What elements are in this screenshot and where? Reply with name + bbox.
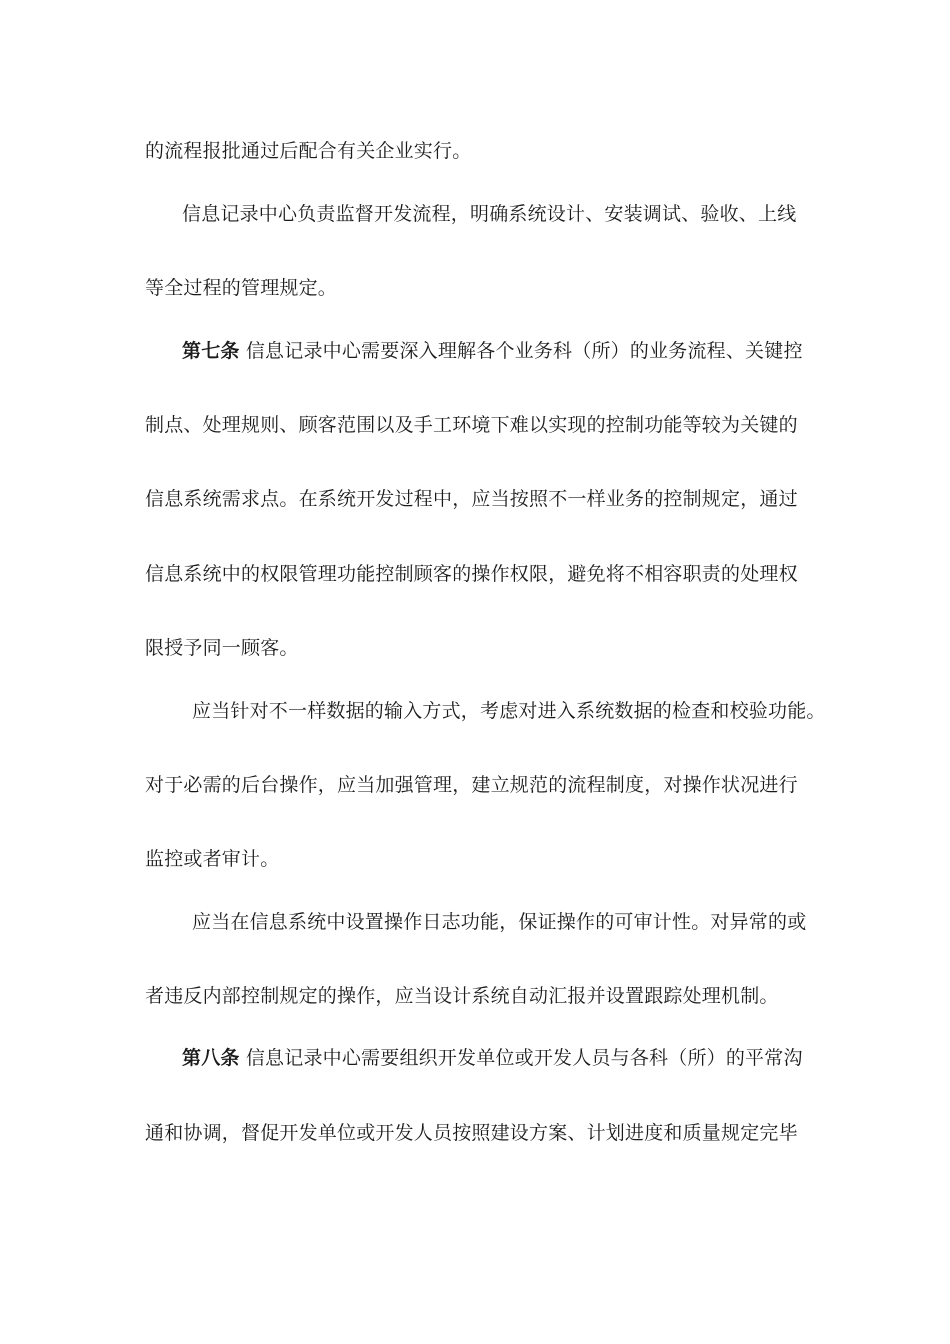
paragraph-line (145, 412, 798, 438)
line-text: 的流程报批通过后配合有关企业实行。 (145, 140, 472, 162)
paragraph-line (145, 846, 279, 872)
line-text: 制点、处理规则、顾客范围以及手工环境下难以实现的控制功能等较为关键的 (145, 414, 798, 436)
line-text: 等全过程的管理规定。 (145, 277, 338, 299)
paragraph-line (145, 1120, 798, 1146)
line-text: 信息记录中心需要组织开发单位或开发人员与各科（所）的平常沟 (245, 1047, 803, 1069)
paragraph-line (182, 201, 796, 227)
line-text: 信息系统中的权限管理功能控制顾客的操作权限，避免将不相容职责的处理权 (145, 563, 798, 585)
paragraph-line (192, 698, 826, 724)
line-text: 信息记录中心负责监督开发流程，明确系统设计、安装调试、验收、上线 (182, 203, 797, 225)
article-8-label: 第八条 (182, 1047, 240, 1069)
line-text: 限授予同一顾客。 (145, 637, 299, 659)
paragraph-line (145, 772, 798, 798)
article-7-label: 第七条 (182, 340, 240, 362)
paragraph-line (145, 138, 471, 164)
line-text: 信息记录中心需要深入理解各个业务科（所）的业务流程、关键控 (245, 340, 803, 362)
line-text: 信息系统需求点。在系统开发过程中，应当按照不一样业务的控制规定，通过 (145, 488, 798, 510)
article-8-first-line (182, 1045, 803, 1071)
line-text: 者违反内部控制规定的操作，应当设计系统自动汇报并设置跟踪处理机制。 (145, 985, 779, 1007)
paragraph-line (145, 275, 337, 301)
line-text: 应当针对不一样数据的输入方式，考虑对进入系统数据的检查和校验功能。 (192, 700, 826, 722)
article-7-first-line (182, 338, 803, 364)
line-text: 监控或者审计。 (145, 848, 280, 870)
paragraph-line (192, 909, 806, 935)
line-text: 对于必需的后台操作，应当加强管理，建立规范的流程制度，对操作状况进行 (145, 774, 798, 796)
paragraph-line (145, 635, 299, 661)
paragraph-line (145, 561, 798, 587)
paragraph-line (145, 983, 779, 1009)
line-text: 通和协调，督促开发单位或开发人员按照建设方案、计划进度和质量规定完毕 (145, 1122, 798, 1144)
paragraph-line (145, 486, 798, 512)
line-text: 应当在信息系统中设置操作日志功能，保证操作的可审计性。对异常的或 (192, 911, 807, 933)
